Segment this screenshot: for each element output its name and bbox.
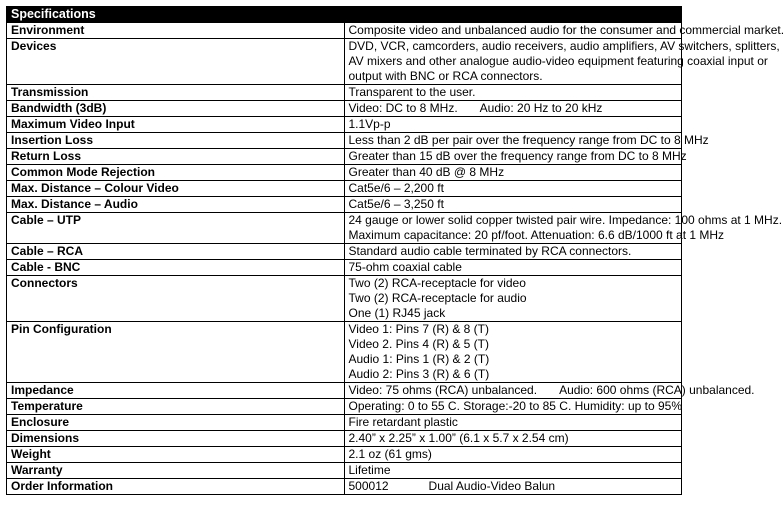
row-label: Cable – RCA bbox=[7, 244, 345, 260]
table-row bbox=[7, 117, 682, 133]
value-line: Less than 2 dB per pair over the frequency range from DC to 8 MHz bbox=[348, 133, 709, 147]
value-line: output with BNC or RCA connectors. bbox=[348, 69, 543, 83]
value-line: Two (2) RCA-receptacle for video bbox=[348, 276, 526, 290]
row-label: Weight bbox=[7, 447, 345, 463]
row-value bbox=[344, 23, 784, 39]
table-row bbox=[7, 479, 682, 495]
row-value bbox=[344, 276, 682, 322]
value-line: Greater than 15 dB over the frequency range from DC to 8 MHz bbox=[348, 149, 687, 163]
value-line bbox=[348, 383, 755, 398]
value-line: 1.1Vp-p bbox=[348, 117, 391, 131]
row-label: Insertion Loss bbox=[7, 133, 345, 149]
value-line: Transparent to the user. bbox=[348, 85, 476, 99]
row-label: Connectors bbox=[7, 276, 345, 322]
table-row bbox=[7, 101, 682, 117]
video-bandwidth: Video: DC to 8 MHz. bbox=[348, 101, 458, 115]
row-value bbox=[344, 322, 682, 383]
table-row bbox=[7, 260, 682, 276]
table-row bbox=[7, 181, 682, 197]
table-title: Specifications bbox=[7, 7, 682, 23]
value-line: Cat5e/6 – 2,200 ft bbox=[348, 181, 444, 195]
row-label: Pin Configuration bbox=[7, 322, 345, 383]
table-row bbox=[7, 197, 682, 213]
table-row bbox=[7, 244, 682, 260]
table-row bbox=[7, 431, 682, 447]
row-label: Bandwidth (3dB) bbox=[7, 101, 345, 117]
audio-bandwidth: Audio: 20 Hz to 20 kHz bbox=[479, 101, 603, 115]
row-value bbox=[344, 39, 780, 85]
value-line: 24 gauge or lower solid copper twisted pair wire. Impedance: 100 ohms at 1 MHz. bbox=[348, 213, 783, 227]
table-row bbox=[7, 149, 682, 165]
row-value bbox=[344, 463, 682, 479]
row-label: Enclosure bbox=[7, 415, 345, 431]
value-line: Composite video and unbalanced audio for the consumer and commercial market. bbox=[348, 23, 784, 37]
order-description: Dual Audio-Video Balun bbox=[428, 479, 556, 493]
row-label: Transmission bbox=[7, 85, 345, 101]
row-label: Max. Distance – Audio bbox=[7, 197, 345, 213]
row-label: Environment bbox=[7, 23, 345, 39]
table-row bbox=[7, 165, 682, 181]
row-value bbox=[344, 431, 682, 447]
row-value bbox=[344, 85, 682, 101]
order-part-number: 500012 bbox=[348, 479, 389, 493]
table-row bbox=[7, 415, 682, 431]
value-line: Audio 2: Pins 3 (R) & 6 (T) bbox=[348, 367, 490, 381]
table-header-row bbox=[7, 7, 682, 23]
value-line: Video 1: Pins 7 (R) & 8 (T) bbox=[348, 322, 489, 336]
value-line: Cat5e/6 – 3,250 ft bbox=[348, 197, 444, 211]
audio-impedance: Audio: 600 ohms (RCA) unbalanced. bbox=[559, 383, 755, 397]
row-label: Cable - BNC bbox=[7, 260, 345, 276]
row-label: Temperature bbox=[7, 399, 345, 415]
value-line: Greater than 40 dB @ 8 MHz bbox=[348, 165, 505, 179]
value-line bbox=[349, 101, 678, 116]
row-value bbox=[344, 197, 682, 213]
row-value bbox=[344, 479, 682, 495]
row-value bbox=[344, 447, 682, 463]
table-row bbox=[7, 447, 682, 463]
value-line: Audio 1: Pins 1 (R) & 2 (T) bbox=[348, 352, 490, 366]
table-row bbox=[7, 276, 682, 322]
row-value bbox=[344, 260, 682, 276]
row-value bbox=[344, 165, 682, 181]
row-label: Max. Distance – Colour Video bbox=[7, 181, 345, 197]
value-line: Two (2) RCA-receptacle for audio bbox=[348, 291, 527, 305]
table-row bbox=[7, 399, 682, 415]
value-line: One (1) RJ45 jack bbox=[348, 306, 446, 320]
table-row bbox=[7, 383, 682, 399]
row-label: Devices bbox=[7, 39, 345, 85]
specifications-table bbox=[6, 6, 784, 495]
row-label: Warranty bbox=[7, 463, 345, 479]
value-line: Maximum capacitance: 20 pf/foot. Attenuation: 6.6 dB/1000 ft at 1 MHz bbox=[348, 228, 725, 242]
row-value bbox=[344, 244, 682, 260]
table-row bbox=[7, 133, 682, 149]
value-line: 2.40” x 2.25” x 1.00” (6.1 x 5.7 x 2.54 cm) bbox=[348, 431, 569, 445]
row-label: Impedance bbox=[7, 383, 345, 399]
row-label: Order Information bbox=[7, 479, 345, 495]
table-row bbox=[7, 39, 682, 85]
specifications-sheet bbox=[6, 6, 784, 495]
row-value bbox=[344, 415, 682, 431]
table-row bbox=[7, 322, 682, 383]
value-line bbox=[349, 479, 678, 494]
row-label: Maximum Video Input bbox=[7, 117, 345, 133]
table-row bbox=[7, 213, 682, 244]
row-value bbox=[344, 117, 682, 133]
table-row bbox=[7, 23, 682, 39]
value-line: DVD, VCR, camcorders, audio receivers, audio amplifiers, AV switchers, splitters, bbox=[348, 39, 780, 53]
video-impedance: Video: 75 ohms (RCA) unbalanced. bbox=[348, 383, 538, 397]
row-label: Common Mode Rejection bbox=[7, 165, 345, 181]
row-value bbox=[344, 383, 755, 399]
row-value bbox=[344, 399, 682, 415]
row-value bbox=[344, 149, 687, 165]
row-value bbox=[344, 181, 682, 197]
value-line: 75-ohm coaxial cable bbox=[348, 260, 462, 274]
value-line: AV mixers and other analogue audio-video equipment featuring coaxial input or bbox=[348, 54, 768, 68]
row-label: Return Loss bbox=[7, 149, 345, 165]
table-row bbox=[7, 463, 682, 479]
row-label: Cable – UTP bbox=[7, 213, 345, 244]
value-line: Standard audio cable terminated by RCA connectors. bbox=[348, 244, 632, 258]
value-line: 2.1 oz (61 gms) bbox=[348, 447, 432, 461]
row-value bbox=[344, 133, 709, 149]
table-row bbox=[7, 85, 682, 101]
value-line: Video 2. Pins 4 (R) & 5 (T) bbox=[348, 337, 489, 351]
row-value bbox=[344, 101, 682, 117]
value-line: Operating: 0 to 55 C. Storage:-20 to 85 C. Humidity: up to 95% bbox=[348, 399, 683, 413]
row-label: Dimensions bbox=[7, 431, 345, 447]
value-line: Fire retardant plastic bbox=[348, 415, 458, 429]
value-line: Lifetime bbox=[348, 463, 391, 477]
row-value bbox=[344, 213, 783, 244]
